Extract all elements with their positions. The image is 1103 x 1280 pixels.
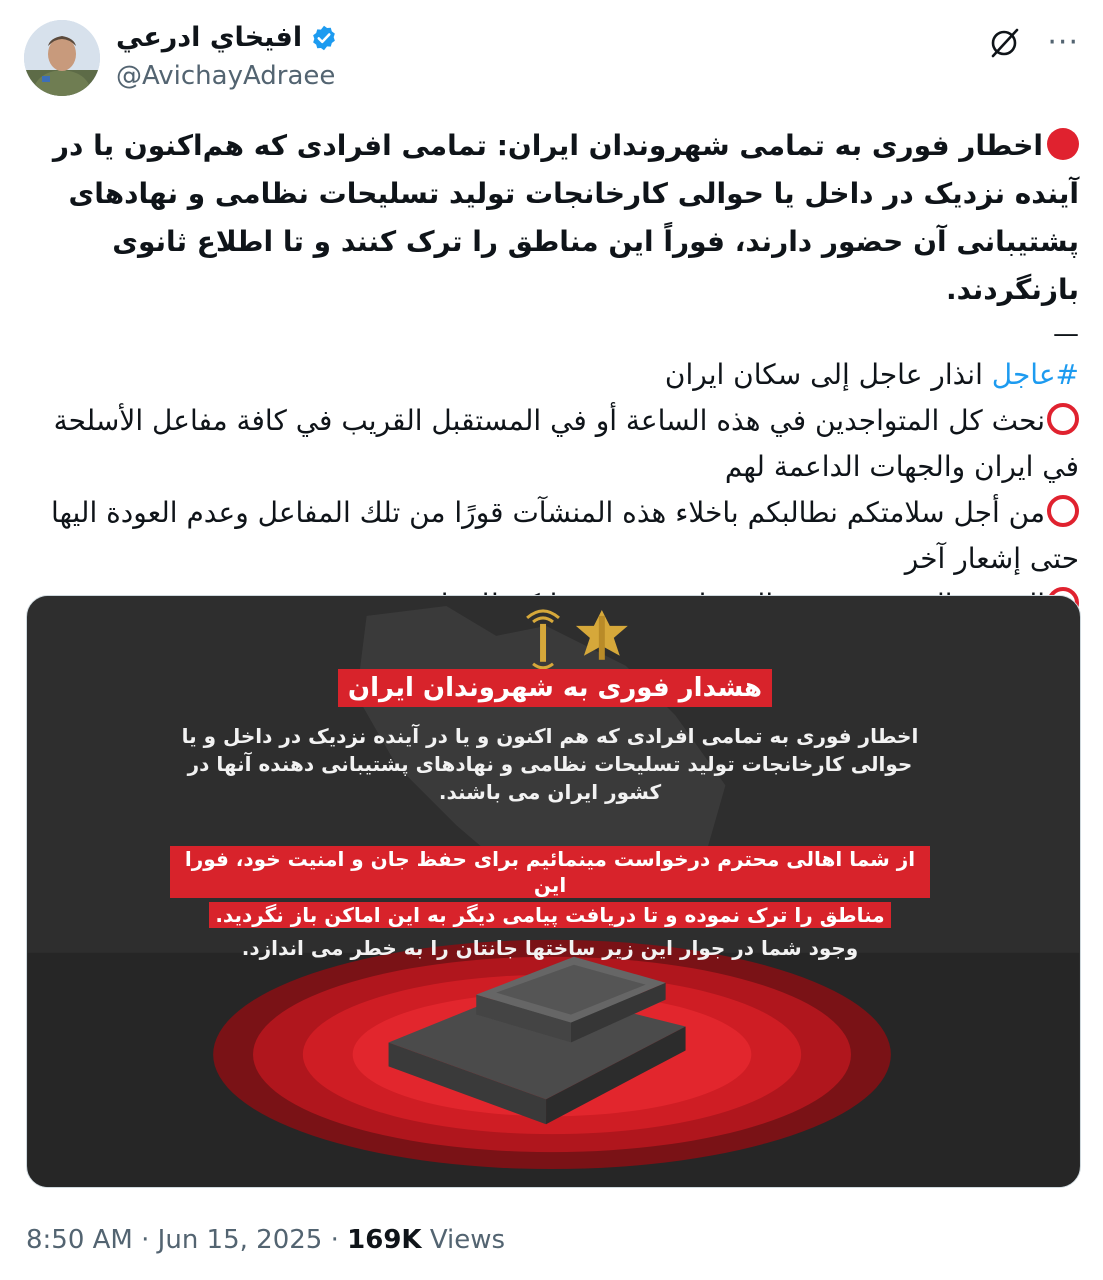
author-name[interactable]: افيخاي ادرعي	[116, 22, 303, 53]
farsi-paragraph	[24, 122, 1079, 314]
image-red-line-1: از شما اهالی محترم درخواست مینمائیم برای حفظ جان و امنیت خود، فورا این	[170, 846, 930, 898]
image-red-line-2: مناطق را ترک نموده و تا دریافت پیامی دیگر به این اماکن باز نگردید.	[209, 902, 890, 928]
arabic-item-2	[24, 490, 1079, 582]
hashtag-link[interactable]: #عاجل	[991, 358, 1079, 391]
image-paragraph-1: اخطار فوری به تمامی افرادی که هم اکنون و یا در آینده نزدیک در داخل و یا حوالی کارخانجات تولید تسلیحات نظامی و نهادهای پشتیبانی دهنده آنها در کشور ایران می باشند.	[181, 724, 919, 804]
verified-badge-icon[interactable]	[310, 24, 338, 52]
arabic-item-text: من أجل سلامتكم نطالبكم باخلاء هذه المنشآت قورًا من تلك المفاعل وعدم العودة اليها حتى إشعار آخر	[51, 496, 1079, 575]
author-handle[interactable]: @AvichayAdraee	[116, 61, 336, 91]
post-text	[24, 122, 1079, 628]
more-icon[interactable]: ···	[1047, 25, 1079, 60]
views-count: 169K	[347, 1225, 422, 1255]
image-banner-title: هشدار فوری به شهروندان ایران	[338, 669, 772, 707]
avatar-photo	[24, 20, 100, 96]
separator: —	[1053, 319, 1079, 349]
avatar[interactable]	[24, 20, 100, 96]
red-circle-icon	[1047, 128, 1079, 160]
meta-separator: ·	[322, 1225, 348, 1255]
red-ring-icon	[1047, 403, 1079, 435]
top-actions	[987, 26, 1079, 60]
post-time[interactable]: 8:50 AM	[26, 1225, 133, 1255]
farsi-text: اخطار فوری به تمامی شهروندان ایران: تمامی افرادی که هم‌اکنون یا در آینده نزدیک در داخل یا حوالی کارخانجات تولید تسلیحات نظامی و نهادهای پشتیبانی آن حضور دارند، فوراً این مناطق را ترک کنند و تا اطلاع ثانوی بازنگردند.	[52, 129, 1079, 306]
arabic-title-text: انذار عاجل إلى سكان ايران	[664, 358, 992, 391]
post-header	[24, 20, 1079, 100]
image-paragraph-3: وجود شما در جوار این زیر ساختها جانتان را به خطر می اندازد.	[241, 936, 859, 960]
post-date[interactable]: Jun 15, 2025	[157, 1225, 323, 1255]
views-label: Views	[421, 1225, 506, 1255]
meta-separator: ·	[132, 1225, 158, 1255]
image-red-lines	[170, 846, 930, 932]
identity	[116, 22, 338, 91]
grok-icon[interactable]	[987, 26, 1021, 60]
arabic-item-text: نحث كل المتواجدين في هذه الساعة أو في المستقبل القريب في كافة مفاعل الأسلحة في ايران والجهات الداعمة لهم	[53, 404, 1079, 483]
red-ring-icon	[1047, 495, 1079, 527]
arabic-item-1	[24, 398, 1079, 490]
post-meta	[26, 1225, 505, 1255]
arabic-title	[24, 352, 1079, 398]
